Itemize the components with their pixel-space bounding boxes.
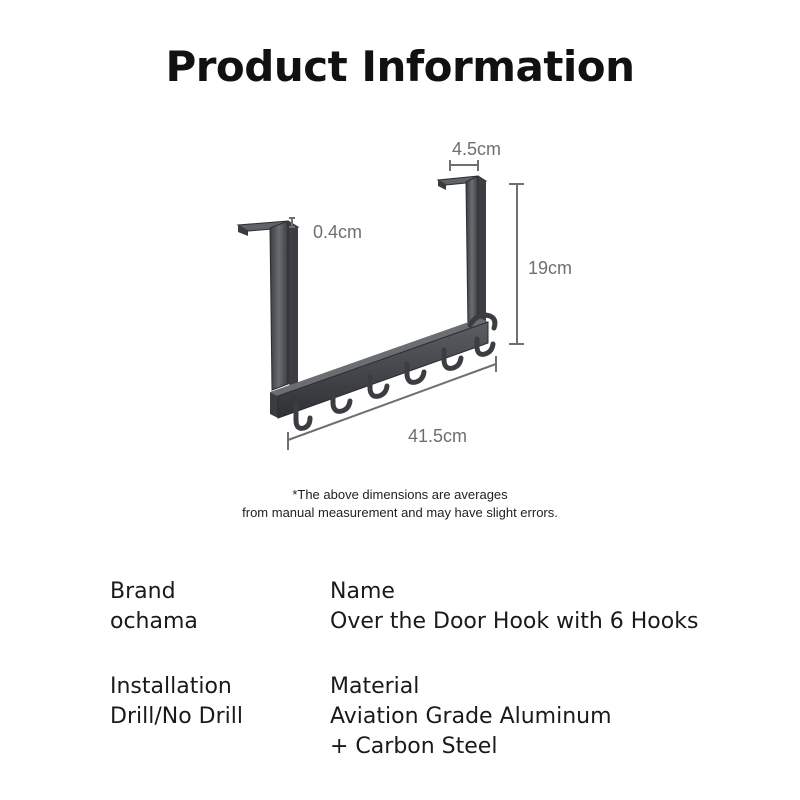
brand-label: Brand xyxy=(110,579,176,604)
width-label: 41.5cm xyxy=(408,426,468,446)
thickness-label: 0.4cm xyxy=(313,222,363,242)
hook-gap-label: 4.5cm xyxy=(452,139,502,159)
name-label: Name xyxy=(330,579,395,604)
dimension-lines xyxy=(288,160,524,450)
brand-value: ochama xyxy=(110,609,198,634)
material-value-line-1: Aviation Grade Aluminum xyxy=(330,704,612,729)
name-value: Over the Door Hook with 6 Hooks xyxy=(330,609,699,634)
material-label: Material xyxy=(330,674,420,699)
page-title: Product Information xyxy=(165,42,635,91)
left-bracket xyxy=(238,221,298,390)
height-label: 19cm xyxy=(528,258,573,278)
material-value-line-2: + Carbon Steel xyxy=(330,734,498,759)
disclaimer-line-1: *The above dimensions are averages xyxy=(292,487,508,502)
installation-label: Installation xyxy=(110,674,232,699)
installation-value: Drill/No Drill xyxy=(110,704,243,729)
right-bracket xyxy=(438,176,486,328)
disclaimer-line-2: from manual measurement and may have slight errors. xyxy=(242,505,558,520)
